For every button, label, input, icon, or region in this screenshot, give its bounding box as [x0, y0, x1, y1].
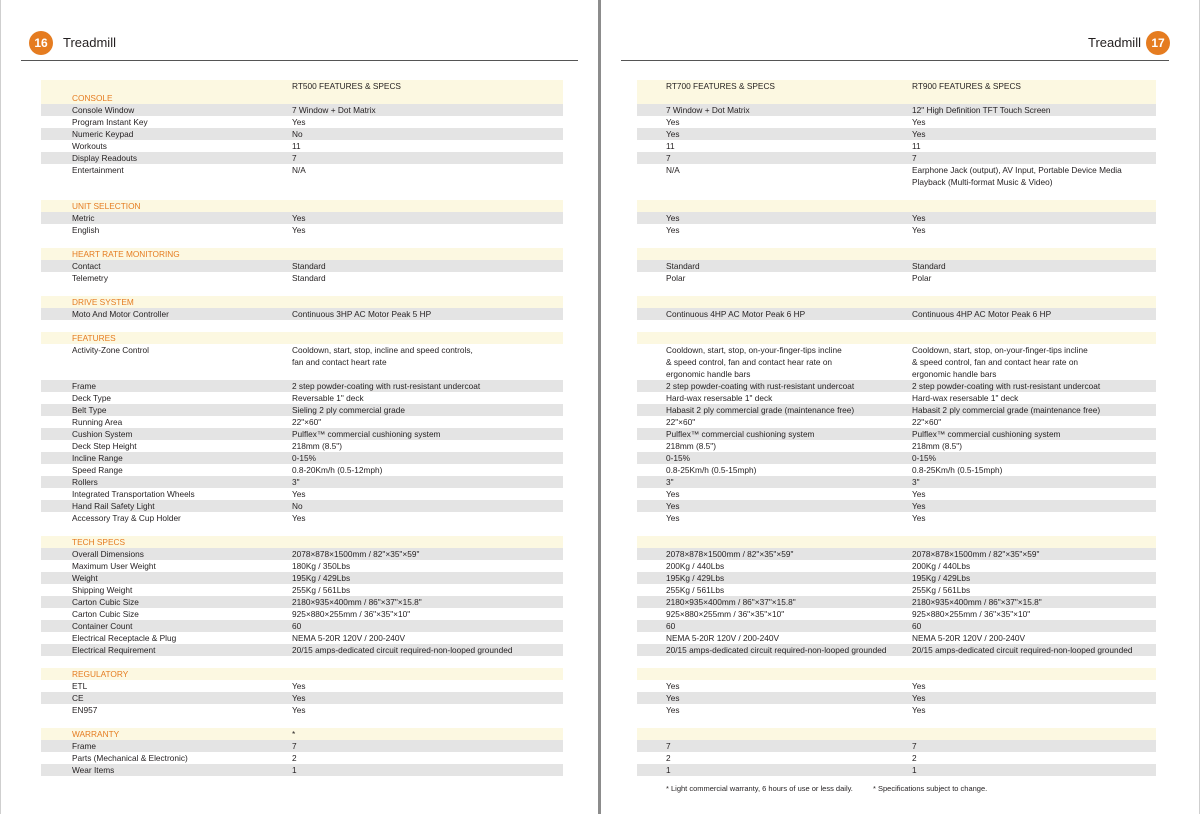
rt900-value: Earphone Jack (output), AV Input, Portable Device Media Playback (Multi-format Music & Video) [912, 165, 1122, 187]
table-row [41, 452, 563, 464]
section-row [41, 200, 563, 212]
rt700-value: Continuous 4HP AC Motor Peak 6 HP [666, 309, 806, 319]
table-row [41, 608, 563, 620]
rt900-value: 7 [912, 153, 917, 163]
table-row [41, 128, 563, 140]
page-number-badge: 16 [29, 31, 53, 55]
rt700-value: 2078×878×1500mm / 82"×35"×59" [666, 549, 794, 559]
table-row [41, 308, 563, 320]
rt700-value: Yes [666, 489, 680, 499]
spec-label: Incline Range [72, 453, 123, 463]
rt900-value: 2 [912, 753, 917, 763]
rt700-value: 60 [666, 621, 676, 631]
page-title: Treadmill [63, 35, 116, 50]
spec-label: Frame [72, 741, 96, 751]
rt500-value: 2078×878×1500mm / 82"×35"×59" [292, 549, 420, 559]
table-row [41, 548, 563, 560]
spec-label: Activity-Zone Control [72, 345, 150, 355]
rt500-value: NEMA 5-20R 120V / 200-240V [292, 633, 405, 643]
table-row [637, 764, 1156, 776]
rt500-value: 0-15% [292, 453, 316, 463]
rt500-value: 60 [292, 621, 302, 631]
table-row [41, 260, 563, 272]
spacer-row [41, 656, 563, 668]
rt700-value: 255Kg / 561Lbs [666, 585, 725, 595]
spacer-row [41, 284, 563, 296]
rt700-value: 0.8-25Km/h (0.5-15mph) [666, 465, 757, 475]
rt500-value: 7 [292, 153, 297, 163]
spec-label: Parts (Mechanical & Electronic) [72, 753, 188, 763]
table-row [637, 116, 1156, 128]
spec-label: Entertainment [72, 165, 124, 175]
table-row [41, 416, 563, 428]
rt900-value: Polar [912, 273, 932, 283]
rt500-value: 218mm (8.5") [292, 441, 342, 451]
spacer-row [637, 284, 1156, 296]
rt900-value: Yes [912, 681, 926, 691]
spec-label: English [72, 225, 100, 235]
left-page [0, 0, 598, 814]
table-row [637, 464, 1156, 476]
rt700-value: Hard-wax resersable 1" deck [666, 393, 773, 403]
rt900-value: 12" High Definition TFT Touch Screen [912, 105, 1051, 115]
rt500-value: Continuous 3HP AC Motor Peak 5 HP [292, 309, 432, 319]
rt500-value: 11 [292, 141, 301, 151]
spec-label: Overall Dimensions [72, 549, 144, 559]
rt900-value: Yes [912, 705, 926, 715]
section-label: HEART RATE MONITORING [72, 249, 180, 259]
table-row [637, 620, 1156, 632]
rt700-value: 7 [666, 741, 671, 751]
rt700-value: N/A [666, 165, 680, 175]
rt500-value: Standard [292, 273, 326, 283]
table-row [637, 164, 1156, 188]
section-label: DRIVE SYSTEM [72, 297, 134, 307]
header-rule [21, 60, 578, 61]
section-row [41, 728, 563, 740]
rt900-value: 200Kg / 440Lbs [912, 561, 971, 571]
table-row [637, 488, 1156, 500]
rt900-value: 60 [912, 621, 922, 631]
rt700-value: NEMA 5-20R 120V / 200-240V [666, 633, 779, 643]
rt700-rt900-spec-table [637, 80, 1156, 776]
spec-label: Belt Type [72, 405, 107, 415]
table-row [41, 704, 563, 716]
table-row [41, 620, 563, 632]
section-row [637, 296, 1156, 308]
rt500-value: Yes [292, 705, 306, 715]
table-row [41, 488, 563, 500]
rt500-value: Yes [292, 225, 306, 235]
table-row [637, 404, 1156, 416]
table-row [637, 752, 1156, 764]
table-row [637, 260, 1156, 272]
table-row [41, 140, 563, 152]
table-row [41, 476, 563, 488]
rt900-value: 7 [912, 741, 917, 751]
rt900-value: Yes [912, 693, 926, 703]
rt700-value: 2 step powder-coating with rust-resistant undercoat [666, 381, 855, 391]
table-row [41, 740, 563, 752]
rt900-value: 2 step powder-coating with rust-resistant undercoat [912, 381, 1101, 391]
table-row [637, 440, 1156, 452]
table-row [41, 104, 563, 116]
rt500-value: No [292, 501, 303, 511]
spec-label: CE [72, 693, 84, 703]
spec-label: Display Readouts [72, 153, 138, 163]
spacer-row [637, 236, 1156, 248]
spec-label: Cushion System [72, 429, 133, 439]
rt700-value: 22"×60" [666, 417, 696, 427]
rt700-value: Yes [666, 501, 680, 511]
table-row [41, 632, 563, 644]
table-header-row [41, 80, 563, 104]
rt500-value: 180Kg / 350Lbs [292, 561, 351, 571]
rt700-value: Yes [666, 129, 680, 139]
section-row [637, 200, 1156, 212]
spec-label: EN957 [72, 705, 98, 715]
rt900-value: 20/15 amps-dedicated circuit required-non-looped grounded [912, 645, 1133, 655]
rt500-value: Standard [292, 261, 326, 271]
section-row [637, 536, 1156, 548]
spacer-row [41, 524, 563, 536]
spec-label: Telemetry [72, 273, 108, 283]
rt700-value: Yes [666, 693, 680, 703]
section-row [637, 248, 1156, 260]
table-row [41, 752, 563, 764]
section-row [41, 296, 563, 308]
table-row [41, 692, 563, 704]
table-row [41, 224, 563, 236]
table-row [637, 452, 1156, 464]
table-row [41, 572, 563, 584]
table-row [41, 584, 563, 596]
table-row [637, 140, 1156, 152]
rt900-value: Hard-wax resersable 1" deck [912, 393, 1019, 403]
table-row [637, 740, 1156, 752]
page-number-badge: 17 [1146, 31, 1170, 55]
rt700-value: Yes [666, 225, 680, 235]
footnote-warranty: * Light commercial warranty, 6 hours of use or less daily. [666, 784, 853, 793]
rt900-value: Standard [912, 261, 946, 271]
table-row [41, 644, 563, 656]
table-row [41, 440, 563, 452]
table-row [637, 572, 1156, 584]
spacer-row [637, 320, 1156, 332]
rt500-value: Yes [292, 693, 306, 703]
rt900-value: 0-15% [912, 453, 936, 463]
rt500-value: 7 Window + Dot Matrix [292, 105, 376, 115]
spec-label: Weight [72, 573, 98, 583]
rt500-value: N/A [292, 165, 306, 175]
rt700-value: 7 [666, 153, 671, 163]
spec-label: Moto And Motor Controller [72, 309, 169, 319]
rt900-value: 925×880×255mm / 36"×35"×10" [912, 609, 1031, 619]
spec-label: Electrical Requirement [72, 645, 156, 655]
table-row [637, 224, 1156, 236]
page-title: Treadmill [1088, 35, 1141, 50]
spec-label: Shipping Weight [72, 585, 133, 595]
table-row [637, 104, 1156, 116]
rt900-value: 22"×60" [912, 417, 942, 427]
section-row [41, 536, 563, 548]
rt500-value: Yes [292, 489, 306, 499]
rt700-value: Habasit 2 ply commercial grade (maintenance free) [666, 405, 855, 415]
rt500-value: Yes [292, 513, 306, 523]
rt900-value: Yes [912, 501, 926, 511]
spec-label: Program Instant Key [72, 117, 148, 127]
spec-label: Console Window [72, 105, 135, 115]
rt500-value: 22"×60" [292, 417, 322, 427]
table-row [637, 500, 1156, 512]
spec-label: Contact [72, 261, 101, 271]
spec-label: Speed Range [72, 465, 123, 475]
rt500-value: Yes [292, 213, 306, 223]
table-row [637, 272, 1156, 284]
section-label: WARRANTY [72, 729, 120, 739]
table-row [637, 308, 1156, 320]
footnote-specs: * Specifications subject to change. [873, 784, 988, 793]
spacer-row [41, 188, 563, 200]
section-label: TECH SPECS [72, 537, 126, 547]
rt700-value: 195Kg / 429Lbs [666, 573, 725, 583]
table-row [637, 128, 1156, 140]
table-row [637, 416, 1156, 428]
table-row [41, 404, 563, 416]
rt500-value: Yes [292, 117, 306, 127]
rt900-value: 195Kg / 429Lbs [912, 573, 971, 583]
table-header-row [637, 80, 1156, 104]
rt500-value: 255Kg / 561Lbs [292, 585, 351, 595]
section-row [637, 332, 1156, 344]
table-row [637, 428, 1156, 440]
spec-label: Electrical Receptacle & Plug [72, 633, 177, 643]
table-row [637, 212, 1156, 224]
table-row [41, 380, 563, 392]
section-row [41, 332, 563, 344]
section-row [41, 668, 563, 680]
rt900-value: 1 [912, 765, 917, 775]
rt900-value: 2078×878×1500mm / 82"×35"×59" [912, 549, 1040, 559]
section-row [637, 728, 1156, 740]
rt500-value: 195Kg / 429Lbs [292, 573, 351, 583]
rt500-value: 925×880×255mm / 36"×35"×10" [292, 609, 411, 619]
spec-label: Numeric Keypad [72, 129, 134, 139]
rt900-value: Habasit 2 ply commercial grade (maintenance free) [912, 405, 1101, 415]
rt500-value: 3" [292, 477, 300, 487]
table-row [41, 164, 563, 188]
rt500-value: 2 step powder-coating with rust-resistant undercoat [292, 381, 481, 391]
rt700-value: Pulflex™ commercial cushioning system [666, 429, 815, 439]
rt700-value: 3" [666, 477, 674, 487]
rt700-value: 925×880×255mm / 36"×35"×10" [666, 609, 785, 619]
rt900-value: Yes [912, 513, 926, 523]
rt900-value: Pulflex™ commercial cushioning system [912, 429, 1061, 439]
table-row [637, 692, 1156, 704]
spec-label: Maximum User Weight [72, 561, 156, 571]
section-label-console: CONSOLE [72, 93, 113, 103]
spec-label: Deck Step Height [72, 441, 137, 451]
rt900-value: 255Kg / 561Lbs [912, 585, 971, 595]
spacer-row [637, 188, 1156, 200]
rt500-value: 2180×935×400mm / 86"×37"×15.8" [292, 597, 422, 607]
rt900-value: Yes [912, 489, 926, 499]
rt900-value: 2180×935×400mm / 86"×37"×15.8" [912, 597, 1042, 607]
table-row [637, 548, 1156, 560]
table-row [41, 464, 563, 476]
table-row [41, 428, 563, 440]
table-row [637, 596, 1156, 608]
spine-gutter [598, 0, 601, 814]
table-row [637, 512, 1156, 524]
rt700-value: Yes [666, 513, 680, 523]
section-label: FEATURES [72, 333, 116, 343]
spec-label: Integrated Transportation Wheels [72, 489, 195, 499]
table-row [41, 116, 563, 128]
spec-label: Carton Cubic Size [72, 597, 139, 607]
table-row [41, 500, 563, 512]
rt700-value: Yes [666, 705, 680, 715]
spec-label: Container Count [72, 621, 133, 631]
rt500-value: 1 [292, 765, 297, 775]
rt700-value: 218mm (8.5") [666, 441, 716, 451]
rt900-value: Continuous 4HP AC Motor Peak 6 HP [912, 309, 1052, 319]
rt500-value: Sieling 2 ply commercial grade [292, 405, 405, 415]
spacer-row [41, 716, 563, 728]
rt900-value: Yes [912, 213, 926, 223]
model-header-rt500: RT500 FEATURES & SPECS [292, 81, 401, 91]
spec-label: Wear Items [72, 765, 115, 775]
section-label: UNIT SELECTION [72, 201, 141, 211]
spec-label: Hand Rail Safety Light [72, 501, 155, 511]
model-header-rt900: RT900 FEATURES & SPECS [912, 81, 1021, 91]
rt700-value: 2 [666, 753, 671, 763]
spec-label: Running Area [72, 417, 123, 427]
table-row [637, 152, 1156, 164]
rt900-value: Yes [912, 117, 926, 127]
spacer-row [637, 716, 1156, 728]
rt900-value: 3" [912, 477, 920, 487]
rt500-value: * [292, 729, 296, 739]
rt500-spec-table [41, 80, 563, 776]
right-page [602, 0, 1200, 814]
rt500-value: 2 [292, 753, 297, 763]
rt700-value: 200Kg / 440Lbs [666, 561, 725, 571]
table-row [637, 560, 1156, 572]
table-row [637, 344, 1156, 380]
rt500-value: Yes [292, 681, 306, 691]
section-label: REGULATORY [72, 669, 129, 679]
section-row [41, 248, 563, 260]
table-row [41, 560, 563, 572]
table-row [41, 764, 563, 776]
rt700-value: 2180×935×400mm / 86"×37"×15.8" [666, 597, 796, 607]
table-row [637, 608, 1156, 620]
table-row [41, 212, 563, 224]
table-row [41, 512, 563, 524]
rt900-value: Cooldown, start, stop, on-your-finger-tips incline & speed control, fan and contact hear rate on ergonomic handle bars [912, 345, 1088, 379]
spacer-row [41, 320, 563, 332]
spec-label: Workouts [72, 141, 107, 151]
rt700-value: Polar [666, 273, 686, 283]
spec-label: Carton Cubic Size [72, 609, 139, 619]
table-row [41, 344, 563, 380]
rt500-value: 7 [292, 741, 297, 751]
rt900-value: Yes [912, 129, 926, 139]
rt500-value: Pulflex™ commercial cushioning system [292, 429, 441, 439]
rt500-value: Reversable 1" deck [292, 393, 364, 403]
rt500-value: Cooldown, start, stop, incline and speed controls, fan and contact heart rate [292, 345, 473, 367]
model-header-rt700: RT700 FEATURES & SPECS [666, 81, 775, 91]
spec-label: Accessory Tray & Cup Holder [72, 513, 181, 523]
spec-label: Metric [72, 213, 95, 223]
table-row [41, 152, 563, 164]
table-row [41, 596, 563, 608]
table-row [637, 584, 1156, 596]
spacer-row [637, 524, 1156, 536]
spacer-row [637, 656, 1156, 668]
rt900-value: 0.8-25Km/h (0.5-15mph) [912, 465, 1003, 475]
rt900-value: 11 [912, 141, 921, 151]
rt700-value: 20/15 amps-dedicated circuit required-non-looped grounded [666, 645, 887, 655]
table-row [41, 392, 563, 404]
header-rule [621, 60, 1169, 61]
rt700-value: Yes [666, 117, 680, 127]
table-row [637, 632, 1156, 644]
rt500-value: 20/15 amps-dedicated circuit required-non-looped grounded [292, 645, 513, 655]
table-row [41, 680, 563, 692]
table-row [41, 272, 563, 284]
spec-label: Frame [72, 381, 96, 391]
spec-label: Deck Type [72, 393, 112, 403]
rt700-value: 7 Window + Dot Matrix [666, 105, 750, 115]
rt900-value: 218mm (8.5") [912, 441, 962, 451]
table-row [637, 392, 1156, 404]
rt500-value: 0.8-20Km/h (0.5-12mph) [292, 465, 383, 475]
section-row [637, 668, 1156, 680]
rt700-value: Standard [666, 261, 700, 271]
table-row [637, 644, 1156, 656]
rt900-value: NEMA 5-20R 120V / 200-240V [912, 633, 1025, 643]
rt700-value: Cooldown, start, stop, on-your-finger-tips incline & speed control, fan and contact hear rate on ergonomic handle bars [666, 345, 842, 379]
rt900-value: Yes [912, 225, 926, 235]
rt700-value: 0-15% [666, 453, 690, 463]
rt500-value: No [292, 129, 303, 139]
spec-label: ETL [72, 681, 88, 691]
table-row [637, 380, 1156, 392]
rt700-value: 11 [666, 141, 675, 151]
rt700-value: Yes [666, 681, 680, 691]
rt700-value: Yes [666, 213, 680, 223]
rt700-value: 1 [666, 765, 671, 775]
table-row [637, 476, 1156, 488]
spec-label: Rollers [72, 477, 98, 487]
table-row [637, 704, 1156, 716]
table-row [637, 680, 1156, 692]
spacer-row [41, 236, 563, 248]
